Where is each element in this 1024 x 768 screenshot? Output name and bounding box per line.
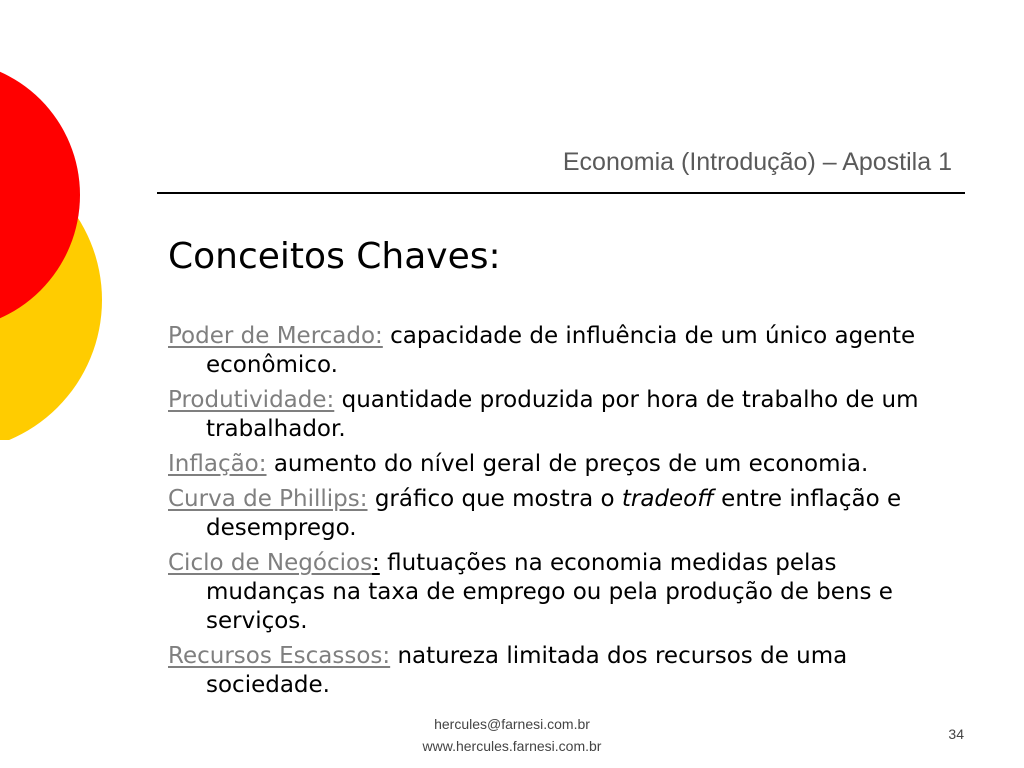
concept-item-poder-de-mercado — [168, 322, 958, 380]
concept-definition: aumento do nível geral de preços de um economia. — [266, 451, 869, 477]
footer-contact — [362, 713, 662, 757]
decorative-circles-graphic — [0, 0, 130, 440]
footer-website: www.hercules.farnesi.com.br — [422, 738, 602, 754]
concept-term: Curva de Phillips: — [168, 486, 368, 512]
concept-definition: flutuações na economia medidas pelas mudanças na taxa de emprego ou pela produção de bens e serviços. — [206, 550, 893, 634]
concept-definition: entre inflação e desemprego. — [206, 486, 902, 541]
header-divider — [157, 192, 965, 194]
decorative-circles — [0, 0, 130, 440]
concept-item-curva-de-phillips — [168, 485, 958, 543]
concept-definition-italic: tradeoff — [621, 486, 714, 512]
concept-term: Recursos Escassos: — [168, 643, 391, 669]
concept-definition: quantidade produzida por hora de trabalho de um trabalhador. — [206, 387, 919, 442]
concept-term: Ciclo de Negócios — [168, 550, 373, 576]
concept-item-inflacao — [168, 450, 958, 479]
page-number: 34 — [948, 726, 964, 742]
concept-item-produtividade — [168, 386, 958, 444]
header-title: Economia (Introdução) – Apostila 1 — [562, 148, 952, 176]
concept-definition: capacidade de influência de um único agente econômico. — [206, 323, 916, 378]
concept-term: Inflação: — [168, 451, 267, 477]
footer-email: hercules@farnesi.com.br — [434, 716, 590, 732]
concept-term: Produtividade: — [168, 387, 335, 413]
concept-item-ciclo-de-negocios — [168, 549, 958, 636]
concept-item-recursos-escassos — [168, 642, 958, 700]
concept-list — [168, 322, 958, 706]
concept-definition: natureza limitada dos recursos de uma sociedade. — [206, 643, 848, 698]
page-title: Conceitos Chaves: — [168, 236, 501, 277]
concept-term-colon: : — [372, 550, 380, 576]
concept-term: Poder de Mercado: — [168, 323, 383, 349]
concept-definition: gráfico que mostra o — [367, 486, 622, 512]
